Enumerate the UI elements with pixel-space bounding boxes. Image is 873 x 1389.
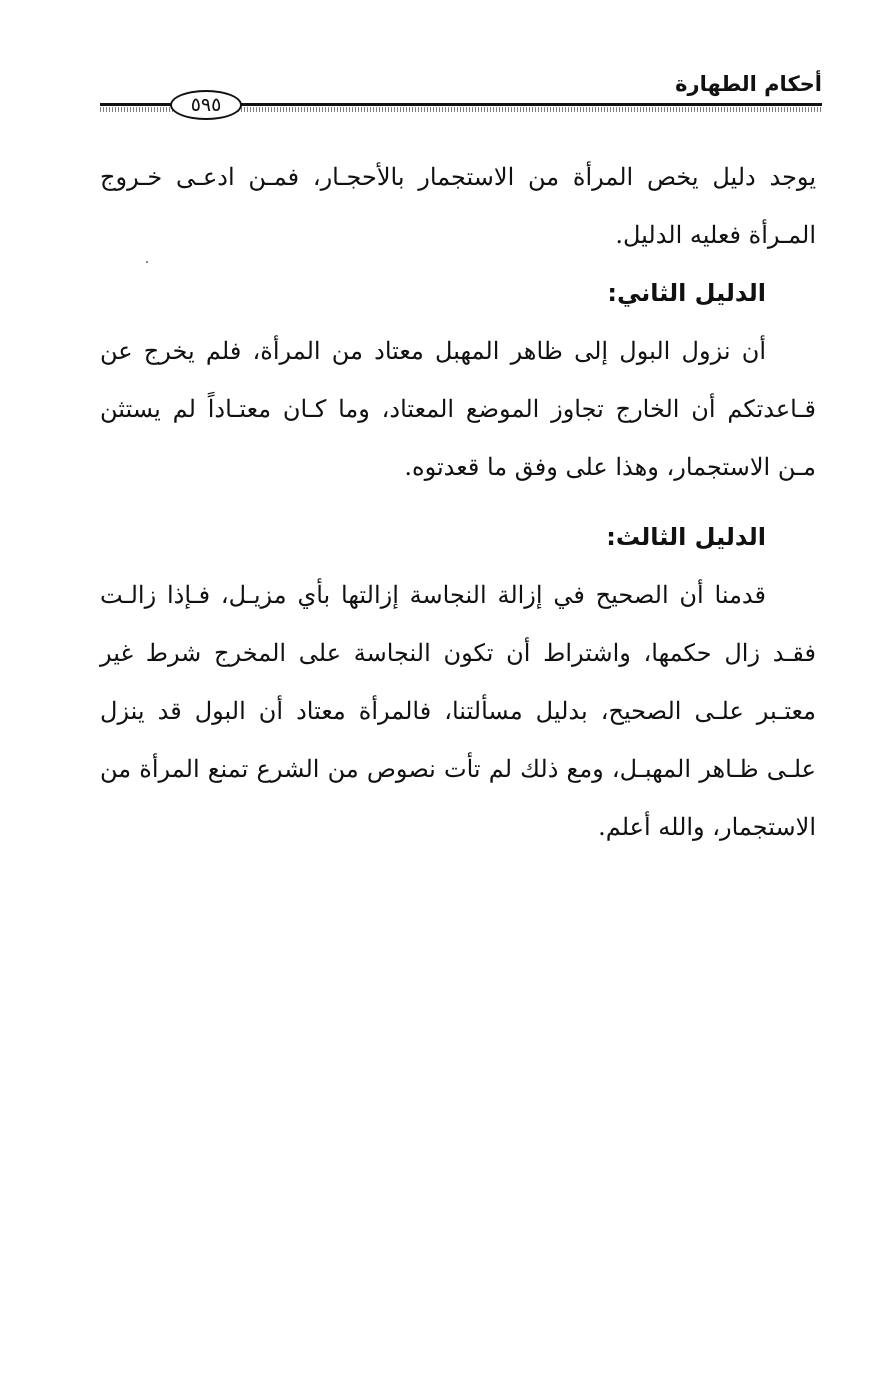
- paragraph-third-evidence: قدمنا أن الصحيح في إزالة النجاسة إزالتها بأي مزيـل، فـإذا زالـت فقـد زال حكمها، واشتراط أن تكون النجاسة على المخرج شرط غير معتـبر علـى الصحيح، بدليل مسألتنا، فالمرأة معتاد أن البول قد ينزل علـى ظـاهر المهبـل، ومع ذلك لم تأت نصوص من الشرع تمنع المرأة من الاستجمار، والله أعلم.: [100, 581, 816, 841]
- page-body: [100, 148, 816, 856]
- paragraph-second-evidence: أن نزول البول إلى ظاهر المهبل معتاد من المرأة، فلم يخرج عن قـاعدتكم أن الخارج تجاوز الموضع المعتاد، وما كـان معتـاداً لم يستثن مـن الاستجمار، وهذا على وفق ما قعدتوه.: [100, 337, 816, 481]
- heading-third-evidence: الدليل الثالث:: [606, 523, 766, 551]
- page-header: [100, 60, 822, 130]
- book-title: أحكام الطهارة: [675, 72, 822, 96]
- heading-second-evidence: الدليل الثاني:: [607, 279, 766, 307]
- page-number-badge: ٥٩٥: [170, 90, 242, 120]
- paragraph-continuation: يوجد دليل يخص المرأة من الاستجمار بالأحجـار، فمـن ادعـى خـروج المـرأة فعليه الدليل.: [100, 163, 817, 249]
